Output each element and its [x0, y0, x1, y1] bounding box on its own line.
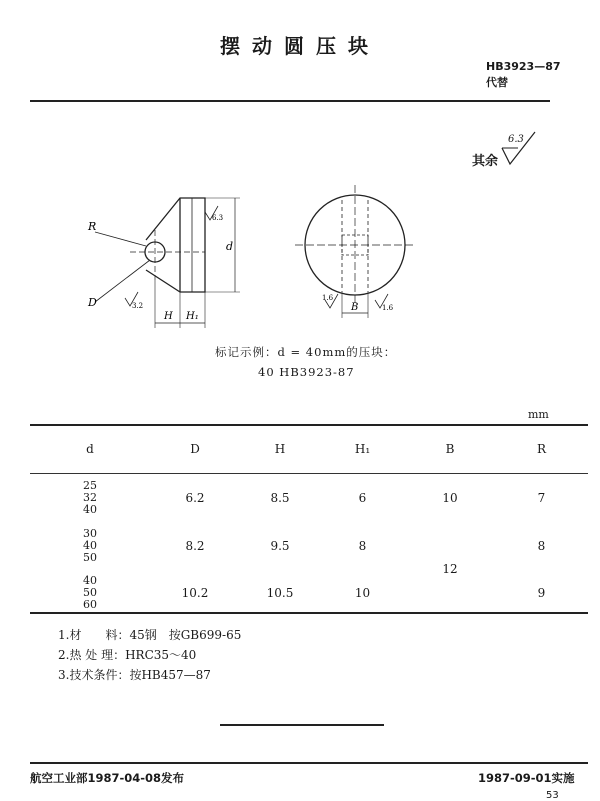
- replaces-label: 代替: [486, 76, 508, 89]
- roughness-label: 其余: [472, 154, 499, 169]
- note-material: 1.材 料：45钢 按GB699-65: [58, 628, 242, 642]
- d-values: [30, 522, 150, 570]
- D-value: 6.2: [185, 490, 205, 505]
- d-value: 30: [83, 526, 97, 540]
- roughness-1-6-right: 1.6: [382, 304, 394, 312]
- label-D: D: [88, 296, 97, 309]
- label-H1: H₁: [186, 311, 199, 322]
- page-title: 摆动圆压块: [220, 34, 380, 58]
- roughness-symbol-icon: [500, 130, 550, 175]
- label-R: R: [88, 220, 97, 233]
- roughness-value: 6.3: [508, 134, 524, 145]
- H1-value: 10: [354, 585, 371, 600]
- table-row: [30, 474, 588, 522]
- H1-value: 6: [358, 490, 367, 505]
- label-H: H: [164, 311, 173, 322]
- unit-label: mm: [528, 408, 549, 421]
- table-bottom-rule: [30, 612, 588, 614]
- label-d: d: [226, 240, 234, 253]
- d-values: [30, 570, 150, 616]
- B-value: 12: [442, 561, 458, 576]
- marking-example: 标记示例：d = 40mm的压块：: [215, 345, 397, 359]
- table-row: [30, 522, 588, 570]
- spec-table: [30, 425, 588, 616]
- note-heat-treatment: 2.热 处 理：HRC35～40: [58, 648, 197, 662]
- H-value: 9.5: [270, 538, 290, 553]
- col-H1: H₁: [320, 425, 405, 474]
- page-number: 53: [546, 790, 559, 801]
- d-value: 40: [83, 538, 97, 552]
- d-values: [30, 474, 150, 522]
- col-d: d: [30, 425, 150, 474]
- table-header-row: [30, 425, 588, 474]
- col-B: B: [405, 425, 495, 474]
- d-value: 32: [83, 490, 97, 504]
- H-value: 10.5: [266, 585, 294, 600]
- footer-rule: [30, 762, 588, 764]
- roughness-6-3: 6.3: [212, 214, 224, 222]
- d-value: 40: [83, 502, 97, 516]
- part-drawing: [80, 180, 440, 330]
- D-value: 8.2: [185, 538, 205, 553]
- B-value: 10: [442, 490, 458, 505]
- d-value: 60: [83, 597, 97, 611]
- col-H: H: [240, 425, 320, 474]
- roughness-3-2: 3.2: [132, 302, 144, 310]
- R-value: 9: [537, 585, 546, 600]
- table-row: [30, 570, 588, 616]
- d-value: 40: [83, 573, 97, 587]
- issued-date: 航空工业部1987-04-08发布: [30, 771, 185, 785]
- D-value: 10.2: [181, 585, 209, 600]
- header-rule: [30, 100, 550, 102]
- standard-code: HB3923—87: [486, 60, 561, 73]
- d-value: 50: [83, 550, 97, 564]
- effective-date: 1987-09-01实施: [478, 771, 575, 785]
- marking-example-code: 40 HB3923-87: [258, 365, 355, 379]
- d-value: 50: [83, 585, 97, 599]
- H1-value: 8: [358, 538, 367, 553]
- R-value: 7: [537, 490, 546, 505]
- col-R: R: [495, 425, 588, 474]
- roughness-1-6-left: 1.6: [322, 294, 334, 302]
- H-value: 8.5: [270, 490, 290, 505]
- d-value: 25: [83, 478, 97, 492]
- col-D: D: [150, 425, 240, 474]
- end-rule: [220, 724, 384, 726]
- note-technical-conditions: 3.技术条件：按HB457—87: [58, 668, 211, 682]
- R-value: 8: [537, 538, 546, 553]
- label-B: B: [351, 302, 359, 313]
